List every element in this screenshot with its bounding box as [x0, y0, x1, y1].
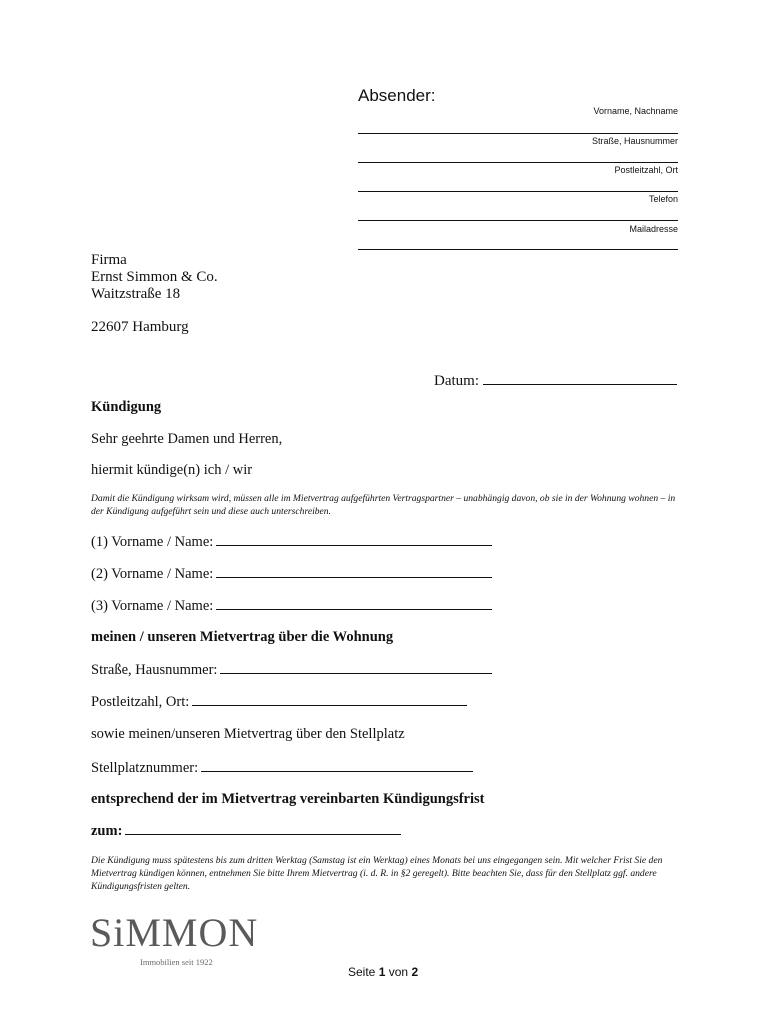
sender-line-postal[interactable] [358, 191, 678, 192]
tenant-label-1: (1) Vorname / Name: [91, 534, 214, 550]
postal-label: Postleitzahl, Ort: [91, 694, 190, 710]
sender-line-name[interactable] [358, 133, 678, 134]
sender-label-street: Straße, Hausnummer [591, 136, 678, 146]
tenant-row-3 [91, 597, 492, 615]
sender-line-email[interactable] [358, 249, 678, 250]
street-row [91, 661, 492, 679]
sender-line-phone[interactable] [358, 220, 678, 221]
logo-wordmark: SiMMON [90, 910, 259, 955]
tenant-label-2: (2) Vorname / Name: [91, 566, 214, 582]
sender-label-postal: Postleitzahl, Ort [614, 165, 678, 175]
recipient-company-label: Firma [91, 252, 127, 268]
subject-heading: Kündigung [91, 399, 162, 415]
sender-label-email: Mailadresse [629, 224, 678, 234]
tenant-name-field-3[interactable] [216, 597, 492, 610]
intro-text: hiermit kündige(n) ich / wir [91, 462, 253, 478]
signatories-note: Damit die Kündigung wirksam wird, müssen alle im Mietvertrag aufgeführten Vertragspartner – unabhängig davon, ob sie in der Wohnung wohnen – in der Kündigung aufgeführt sein und diese auch unterschreiben. [91, 493, 676, 517]
deadline-heading: entsprechend der im Mietvertrag vereinbarten Kündigungsfrist [91, 791, 485, 807]
page-total: 2 [411, 965, 419, 979]
postal-row [91, 693, 467, 711]
tenant-row-2 [91, 565, 492, 583]
recipient-company-name: Ernst Simmon & Co. [91, 269, 218, 285]
parking-field[interactable] [201, 759, 473, 772]
tenant-label-3: (3) Vorname / Name: [91, 598, 214, 614]
parking-row [91, 759, 473, 777]
tenant-name-field-1[interactable] [216, 533, 492, 546]
parking-intro: sowie meinen/unseren Mietvertrag über den Stellplatz [91, 726, 405, 742]
page-middle: von [388, 965, 409, 979]
sender-label-name: Vorname, Nachname [593, 106, 678, 116]
page-indicator [348, 965, 418, 979]
date-label: Datum: [434, 373, 479, 389]
postal-field[interactable] [192, 693, 467, 706]
sender-label-phone: Telefon [648, 194, 678, 204]
tenant-row-1 [91, 533, 492, 551]
date-row [434, 370, 677, 390]
contract-heading: meinen / unseren Mietvertrag über die Wohnung [91, 629, 394, 645]
tenant-name-field-2[interactable] [216, 565, 492, 578]
street-label: Straße, Hausnummer: [91, 662, 218, 678]
street-field[interactable] [220, 661, 492, 674]
page-current: 1 [378, 965, 386, 979]
sender-title: Absender: [358, 86, 436, 105]
salutation: Sehr geehrte Damen und Herren, [91, 431, 283, 447]
simmon-logo [90, 910, 259, 967]
recipient-street: Waitzstraße 18 [91, 286, 181, 302]
zum-row [91, 822, 401, 840]
page-prefix: Seite [348, 965, 376, 979]
logo-tagline: Immobilien seit 1922 [140, 957, 213, 967]
zum-field[interactable] [125, 822, 401, 835]
sender-line-street[interactable] [358, 162, 678, 163]
deadline-note: Die Kündigung muss spätestens bis zum dritten Werktag (Samstag ist ein Werktag) eines Monats bei uns eingegangen sein. Mit welcher Frist Sie den Mietvertrag kündigen können, entnehmen Sie bitte Ihrem Mietvertrag (i. d. R. in §2 geregelt). Bitte beachten Sie, dass für den Stellplatz ggf. andere Kündigungsfristen gelten. [91, 855, 663, 892]
recipient-city: 22607 Hamburg [91, 319, 189, 335]
date-field[interactable] [483, 370, 677, 385]
parking-label: Stellplatznummer: [91, 760, 199, 776]
zum-label: zum: [91, 823, 123, 839]
